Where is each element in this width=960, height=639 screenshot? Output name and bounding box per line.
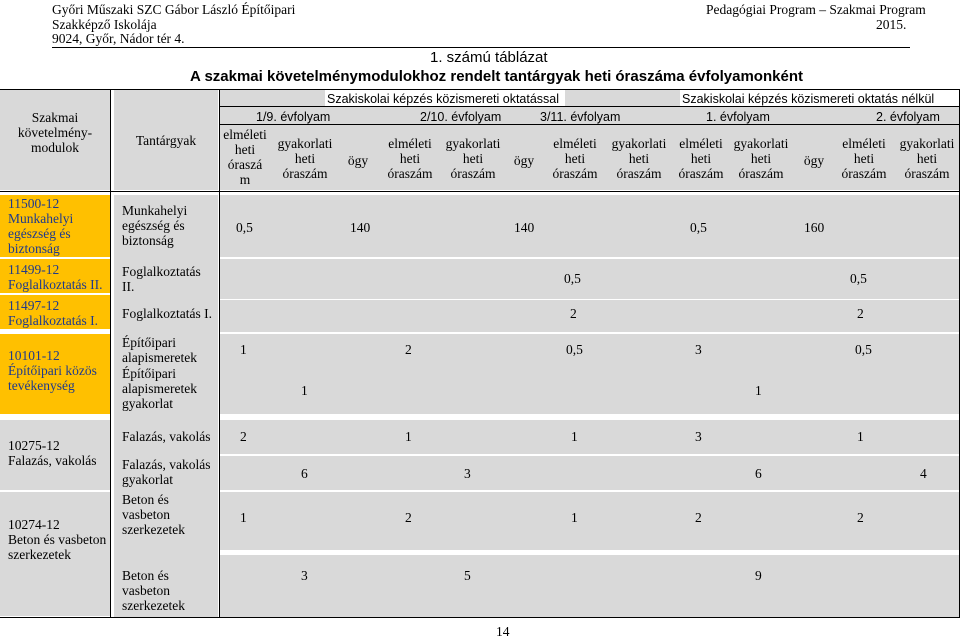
module-line: Foglalkoztatás II. — [8, 277, 103, 292]
grid-line — [110, 89, 111, 617]
module-11500-12 — [8, 196, 73, 256]
cell-value: 160 — [804, 220, 825, 235]
module-header-line: Szakmai — [31, 110, 79, 125]
cell-value: 2 — [857, 306, 864, 321]
module-line: egészség és — [8, 226, 71, 241]
module-line: 10274-12 — [8, 517, 60, 532]
subject-line: Építőipari — [122, 335, 176, 350]
header-line: óraszám — [904, 166, 950, 181]
header-line: heti — [690, 151, 712, 166]
subject-munkahelyi — [122, 203, 187, 248]
header-line: elméleti — [388, 136, 432, 151]
module-line: Munkahelyi — [8, 211, 74, 226]
header-line: óraszá — [227, 157, 263, 172]
year-2-10: 2/10. évfolyam — [420, 110, 502, 124]
cell-value: 9 — [755, 568, 762, 583]
elmeleti-header-2 — [380, 136, 440, 181]
subject-line: Építőipari — [122, 366, 176, 381]
cell-value: 3 — [695, 342, 702, 357]
header-line: gyakorlati — [445, 136, 501, 151]
gyakorlati-header-2 — [440, 136, 506, 181]
header-line: heti — [853, 151, 875, 166]
subject-line: vasbeton — [122, 507, 170, 522]
module-line: Építőipari közös — [8, 363, 97, 378]
subject-column-header: Tantárgyak — [135, 133, 197, 148]
cell-value: 0,5 — [850, 271, 867, 286]
module-11499-12 — [8, 262, 102, 292]
ogy-header-4: ögy — [803, 153, 825, 168]
header-line: heti — [750, 151, 772, 166]
subject-line: alapismeretek — [122, 381, 197, 396]
row-bg-4 — [220, 334, 960, 414]
year-1-9: 1/9. évfolyam — [256, 110, 331, 124]
cell-value: 140 — [350, 220, 371, 235]
header-line: óraszám — [841, 166, 887, 181]
row-bg-8 — [220, 555, 960, 617]
grid-line — [0, 191, 960, 192]
school-name-line1: Győri Műszaki SZC Gábor László Építőipari — [52, 2, 296, 17]
ogy-header-1: ögy — [347, 153, 369, 168]
header-line: gyakorlati — [733, 136, 789, 151]
program-year: 2015. — [876, 17, 907, 32]
module-line: 10275-12 — [8, 438, 60, 453]
module-header-line: modulok — [30, 140, 79, 155]
gyakorlati-header-4 — [728, 136, 794, 181]
header-line: gyakorlati — [277, 136, 333, 151]
header-line: óraszám — [678, 166, 724, 181]
cell-value: 4 — [920, 466, 927, 481]
cell-value: 1 — [240, 342, 247, 357]
header-line: gyakorlati — [899, 136, 955, 151]
header-line: m — [239, 172, 251, 187]
header-line: heti — [294, 151, 316, 166]
cell-value: 1 — [755, 383, 762, 398]
module-line: 10101-12 — [8, 348, 60, 363]
subject-line: vasbeton — [122, 583, 170, 598]
cell-value: 2 — [695, 510, 702, 525]
module-header-line: követelmény- — [17, 125, 93, 140]
cell-value: 3 — [695, 429, 702, 444]
subject-beton-gyak — [122, 568, 185, 613]
year-3-11: 3/11. évfolyam — [540, 110, 621, 124]
program-title: Pedagógiai Program – Szakmai Program — [706, 2, 926, 17]
header-line: óraszám — [387, 166, 433, 181]
subject-epitoipari-gyak — [122, 366, 197, 411]
cell-value: 0,5 — [690, 220, 707, 235]
year-1: 1. évfolyam — [706, 110, 770, 124]
module-line: tevékenység — [8, 378, 75, 393]
row-bg-2 — [220, 259, 960, 299]
subject-line: egészség és — [122, 218, 185, 233]
group-right-label: Szakiskolai képzés közismereti oktatás nélkül — [682, 92, 935, 106]
year-2: 2. évfolyam — [876, 110, 940, 124]
header-line: heti — [399, 151, 421, 166]
module-column-header — [0, 110, 110, 155]
page-number: 14 — [496, 624, 510, 639]
header-line: elméleti — [223, 127, 267, 142]
gyakorlati-header-5 — [894, 136, 960, 181]
grid-line — [220, 106, 960, 107]
module-line: Foglalkoztatás I. — [8, 313, 98, 328]
cell-value: 3 — [464, 466, 471, 481]
header-line: elméleti — [842, 136, 886, 151]
cell-value: 1 — [405, 429, 412, 444]
module-line: biztonság — [8, 241, 60, 256]
header-line: heti — [916, 151, 938, 166]
header-divider — [52, 47, 910, 48]
table-number: 1. számú táblázat — [430, 49, 548, 66]
elmeleti-header-3 — [544, 136, 606, 181]
module-line: 11497-12 — [8, 298, 60, 313]
subject-line: Munkahelyi — [122, 203, 188, 218]
gyakorlati-header-1 — [272, 136, 338, 181]
subject-line: Beton és — [122, 492, 169, 507]
grid-line — [0, 89, 960, 90]
group-left-label: Szakiskolai képzés közismereti oktatással — [327, 92, 560, 106]
subject-line: Foglalkoztatás — [122, 264, 201, 279]
elmeleti-header-4 — [670, 136, 732, 181]
module-line: Falazás, vakolás — [8, 453, 97, 468]
subject-line: biztonság — [122, 233, 174, 248]
row-bg-7 — [220, 492, 960, 550]
cell-value: 2 — [570, 306, 577, 321]
header-line: heti — [234, 142, 256, 157]
module-line: szerkezetek — [8, 547, 71, 562]
cell-value: 1 — [571, 429, 578, 444]
header-line: óraszám — [552, 166, 598, 181]
subject-line: alapismeretek — [122, 350, 197, 365]
grid-line — [220, 124, 960, 125]
cell-value: 5 — [464, 568, 471, 583]
subject-line: szerkezetek — [122, 522, 185, 537]
header-line: óraszám — [616, 166, 662, 181]
header-line: heti — [564, 151, 586, 166]
cell-value: 0,5 — [855, 342, 872, 357]
header-line: elméleti — [553, 136, 597, 151]
row-bg-6 — [220, 456, 960, 490]
gyakorlati-header-3 — [606, 136, 672, 181]
subject-falazas-gyak — [122, 457, 210, 487]
grid-line — [0, 617, 960, 618]
header-line: elméleti — [679, 136, 723, 151]
module-line: 11500-12 — [8, 196, 60, 211]
module-10101-12 — [8, 348, 97, 393]
cell-value: 1 — [301, 383, 308, 398]
module-line: 11499-12 — [8, 262, 60, 277]
cell-value: 2 — [240, 429, 247, 444]
elmeleti-header-1 — [220, 127, 270, 187]
subject-line: gyakorlat — [122, 396, 173, 411]
elmeleti-header-5 — [834, 136, 894, 181]
module-10275-12 — [8, 438, 96, 468]
row-bg-3 — [220, 300, 960, 332]
cell-value: 0,5 — [564, 271, 581, 286]
cell-value: 2 — [405, 510, 412, 525]
school-address: 9024, Győr, Nádor tér 4. — [52, 31, 185, 46]
cell-value: 2 — [405, 342, 412, 357]
cell-value: 0,5 — [566, 342, 583, 357]
subject-beton — [122, 492, 185, 537]
header-line: óraszám — [738, 166, 784, 181]
header-line: óraszám — [450, 166, 496, 181]
subject-foglalkoztatas-2 — [122, 264, 201, 294]
subject-epitoipari-alap — [122, 335, 197, 365]
cell-value: 3 — [301, 568, 308, 583]
school-name-line2: Szakképző Iskolája — [52, 17, 157, 32]
ogy-header-2: ögy — [513, 153, 535, 168]
subject-line: szerkezetek — [122, 598, 185, 613]
cell-value: 6 — [301, 466, 308, 481]
module-line: Beton és vasbeton — [8, 532, 107, 547]
subject-line: Beton és — [122, 568, 169, 583]
table-title: A szakmai követelménymodulokhoz rendelt tantárgyak heti óraszáma évfolyamonként — [190, 68, 803, 85]
module-11497-12 — [8, 298, 98, 328]
cell-value: 2 — [857, 510, 864, 525]
cell-value: 1 — [240, 510, 247, 525]
cell-value: 0,5 — [236, 220, 253, 235]
cell-value: 1 — [857, 429, 864, 444]
module-10274-12 — [8, 517, 106, 562]
row-bg-5 — [220, 420, 960, 454]
header-line: óraszám — [282, 166, 328, 181]
cell-value: 6 — [755, 466, 762, 481]
cell-value: 1 — [571, 510, 578, 525]
subject-line: II. — [122, 279, 135, 294]
subject-falazas: Falazás, vakolás — [122, 429, 211, 444]
header-line: heti — [462, 151, 484, 166]
header-line: heti — [628, 151, 650, 166]
row-bg-1 — [220, 195, 960, 257]
subject-foglalkoztatas-1: Foglalkoztatás I. — [122, 306, 212, 321]
subject-line: Falazás, vakolás — [122, 457, 211, 472]
header-line: gyakorlati — [611, 136, 667, 151]
cell-value: 140 — [514, 220, 535, 235]
subject-line: gyakorlat — [122, 472, 173, 487]
